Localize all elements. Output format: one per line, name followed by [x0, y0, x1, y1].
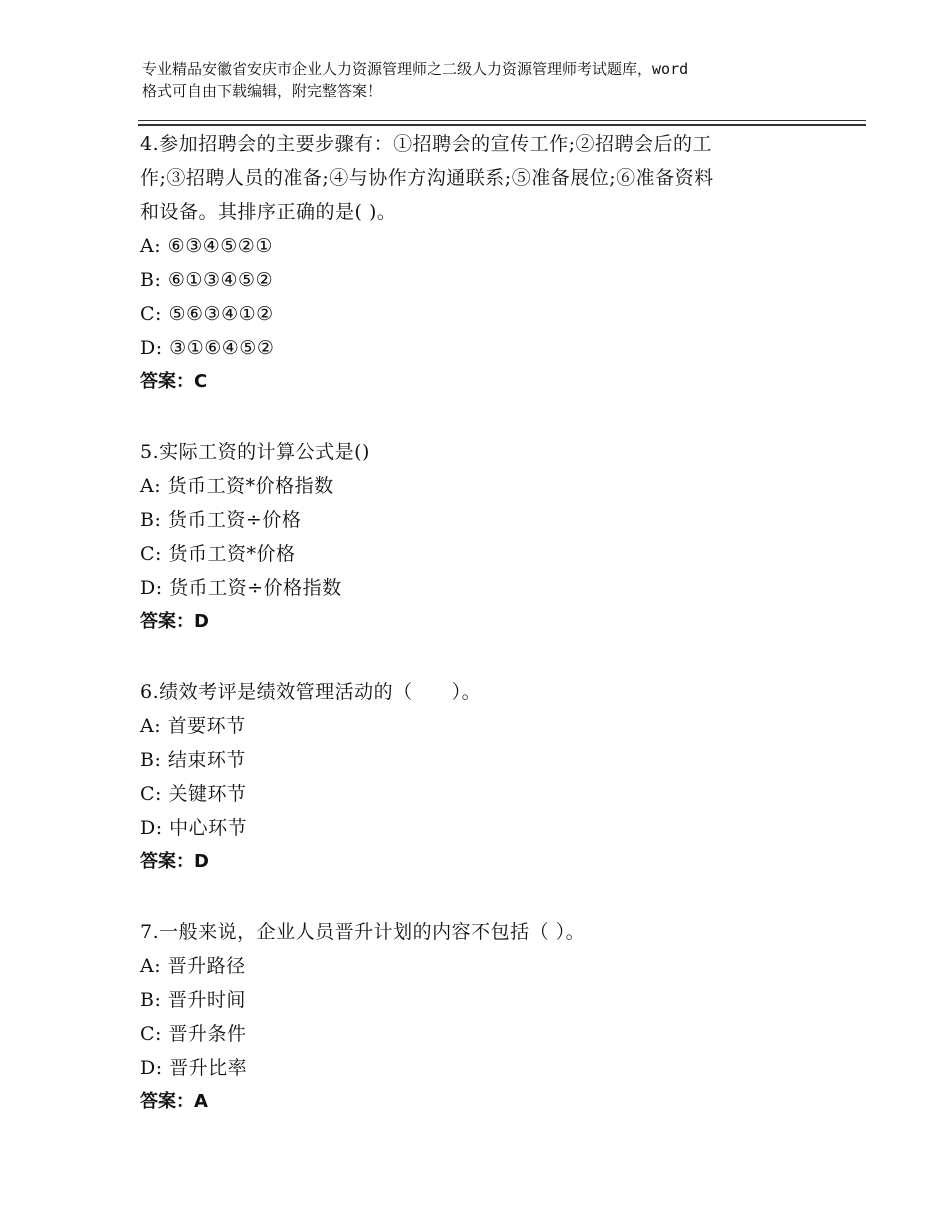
question-stem [140, 435, 840, 469]
answer-line: 答案：A [140, 1091, 208, 1112]
option-c: C: 货币工资*价格 [140, 543, 296, 565]
header-divider-thin [138, 120, 866, 121]
option-a: A: 晋升路径 [140, 955, 246, 977]
option-b: B: ⑥①③④⑤② [140, 269, 274, 291]
option-c: C: 晋升条件 [140, 1023, 247, 1045]
option-d: D: ③①⑥④⑤② [140, 337, 275, 359]
stem-line: 作;③招聘人员的准备;④与协作方沟通联系;⑤准备展位;⑥准备资料 [140, 167, 714, 189]
question-6 [140, 675, 840, 879]
question-list [140, 127, 840, 1119]
answer-line: 答案：C [140, 371, 208, 392]
question-stem [140, 675, 840, 709]
spacer [140, 639, 840, 675]
stem-line: 6.绩效考评是绩效管理活动的（ ）。 [140, 681, 482, 703]
document-header [142, 58, 822, 102]
option-a: A: 首要环节 [140, 715, 246, 737]
option-d: D: 中心环节 [140, 817, 248, 839]
option-a: A: 货币工资*价格指数 [140, 475, 334, 497]
option-c: C: ⑤⑥③④①② [140, 303, 274, 325]
question-stem [140, 915, 840, 949]
stem-line: 5.实际工资的计算公式是() [140, 441, 370, 463]
question-stem [140, 127, 840, 229]
option-d: D: 货币工资÷价格指数 [140, 577, 342, 599]
spacer [140, 399, 840, 435]
option-b: B: 晋升时间 [140, 989, 246, 1011]
header-line-1: 专业精品安徽省安庆市企业人力资源管理师之二级人力资源管理师考试题库，word [142, 60, 689, 78]
header-line-2: 格式可自由下载编辑，附完整答案！ [142, 82, 383, 100]
question-4 [140, 127, 840, 399]
stem-line: 7.一般来说，企业人员晋升计划的内容不包括（ ）。 [140, 921, 586, 943]
option-a: A: ⑥③④⑤②① [140, 235, 273, 257]
option-d: D: 晋升比率 [140, 1057, 248, 1079]
answer-line: 答案：D [140, 851, 209, 872]
question-7 [140, 915, 840, 1119]
question-5 [140, 435, 840, 639]
option-c: C: 关键环节 [140, 783, 247, 805]
stem-line: 和设备。其排序正确的是( )。 [140, 201, 397, 223]
spacer [140, 879, 840, 915]
stem-line: 4.参加招聘会的主要步骤有：①招聘会的宣传工作;②招聘会后的工 [140, 133, 713, 155]
answer-line: 答案：D [140, 611, 209, 632]
header-divider-thick [138, 124, 866, 126]
option-b: B: 货币工资÷价格 [140, 509, 302, 531]
option-b: B: 结束环节 [140, 749, 246, 771]
